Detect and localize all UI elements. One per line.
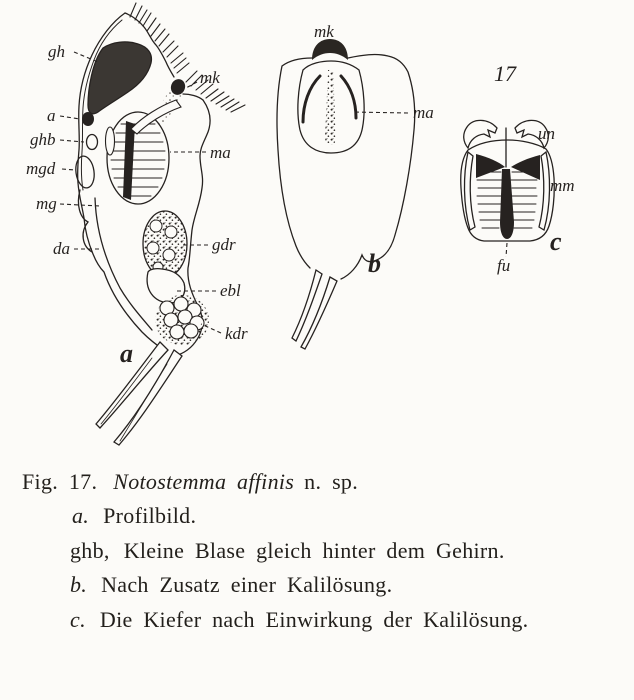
label-gh: gh [48,42,65,61]
caption-item-b [70,572,392,598]
jaw-arc-left [303,76,320,122]
panel-b-drawing [277,39,415,349]
label-mm: mm [550,176,575,195]
label-kdr: kdr [225,324,248,343]
label-mk: mk [314,22,334,41]
label-un: un [538,124,555,143]
caption-title-line [22,469,358,495]
neck-outline-right [183,94,203,100]
panel-letter-c: c [550,227,562,256]
mastax-side-sac [106,127,115,155]
caption-lead-a: a. [72,503,90,528]
caption-lead-b: b. [70,572,88,597]
plate-number: 17 [494,61,516,86]
label-fu: fu [497,256,511,275]
caption-item-ghb [70,538,505,564]
label-mgd: mgd [26,159,56,178]
panel-letter-a: a [120,339,133,368]
panel-c-leaders [506,243,507,257]
caption-species-suffix: n. sp. [304,469,359,494]
label-mk: mk [200,68,220,87]
fulcrum-column [325,70,336,145]
bladder-ghb [87,135,98,150]
caption-fig-number: Fig. 17. [22,469,98,494]
body-outline [277,55,415,279]
caption-text-ghb: Kleine Blase gleich hinter dem Gehirn. [123,538,505,563]
panel-b-leaders [352,112,408,113]
caption-lead-c: c. [70,607,86,632]
caption-item-c [70,607,528,633]
label-ghb: ghb [30,130,56,149]
caption-text-a: Profilbild. [103,503,197,528]
panel-letter-b: b [368,249,381,278]
label-ebl: ebl [220,281,241,300]
toe-1 [292,270,322,341]
label-gdr: gdr [212,235,236,254]
caption-species-name: Notostemma affinis [113,469,295,494]
label-ma: ma [210,143,231,162]
label-da: da [53,239,70,258]
caption-item-a [72,503,196,529]
label-a: a [47,106,56,125]
eye-a [82,112,94,126]
cap-mk [312,39,348,60]
caption-text-b: Nach Zusatz einer Kalilösung. [101,572,393,597]
caption-lead-ghb: ghb, [70,538,110,563]
label-ma: ma [413,103,434,122]
label-mg: mg [36,194,57,213]
caption-text-c: Die Kiefer nach Einwirkung der Kalilösung. [99,607,529,632]
jaw-arc-right [341,76,356,118]
